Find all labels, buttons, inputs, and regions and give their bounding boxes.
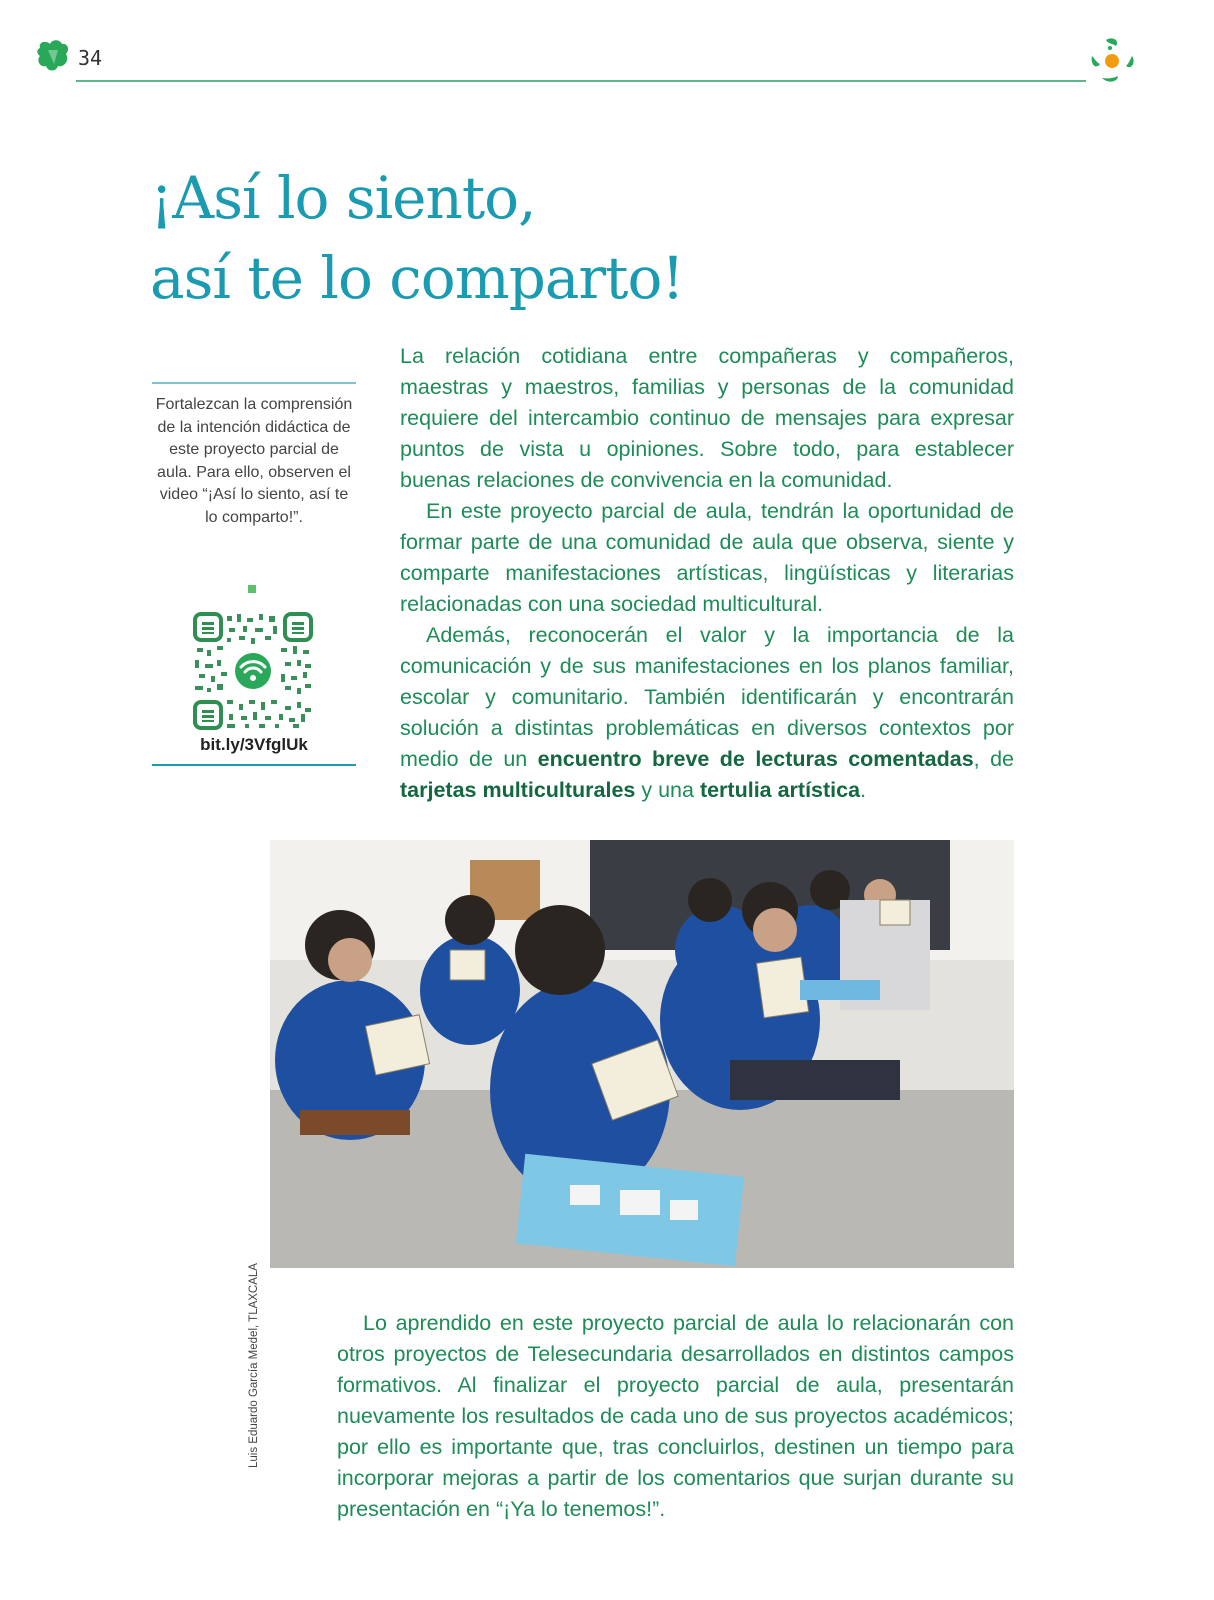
page-number: 34: [78, 46, 103, 70]
intro-text: [400, 341, 1014, 806]
classroom-photo: [270, 840, 1014, 1268]
campus-logo-icon: [1086, 34, 1142, 86]
sidebar-top-rule: [152, 382, 356, 384]
series-logo-icon: [36, 38, 70, 74]
closing-paragraph: Lo aprendido en este proyecto parcial de aula lo relacionarán con otros proyectos de Telesecundaria desarrollados en distintos campos formativos. Al finalizar el proyecto parcial de aula, presentarán nuevamente los resultados de cada uno de sus proyectos académicos; por ello es importante que, tras concluirlos, destinen un tiempo para incorporar mejoras a partir de los comentarios que surjan durante su presentación en “¡Ya lo tenemos!”.: [337, 1311, 1014, 1521]
sidebar-bottom-rule: [152, 764, 356, 766]
title-line-1: ¡Así lo siento,: [150, 164, 536, 232]
qr-code-icon[interactable]: [193, 612, 313, 730]
intro-p3-text-e: .: [860, 778, 867, 802]
title-line-2: así te lo comparto!: [150, 244, 684, 312]
photo-credit-text: Luis Eduardo García Medel, TLAXCALA: [248, 1263, 260, 1468]
sidebar-note: Fortalezcan la comprensión de la intención didáctica de este proyecto parcial de aula. Para ello, observen el video “¡Así lo siento, así te lo comparto!”.: [155, 396, 353, 526]
intro-paragraph-3: [400, 620, 1014, 806]
intro-paragraph-2: En este proyecto parcial de aula, tendrán la oportunidad de formar parte de una comunidad de aula que observa, siente y comparte manifestaciones artísticas, lingüísticas y literarias relacionadas con una sociedad multicultural.: [400, 499, 1014, 616]
qr-link[interactable]: bit.ly/3VfglUk: [200, 735, 308, 754]
highlight-lecturas: encuentro breve de lecturas comentadas: [537, 747, 974, 771]
sidebar-bullet: [248, 585, 256, 593]
photo-credit: [248, 1263, 268, 1468]
intro-p3-text-d: y una: [635, 778, 700, 802]
intro-p3-text-a: Además, reconocerán el valor y la importancia de la comunicación y de sus manifestaciones en los planos familiar, escolar y comunitario. También identificarán y encontrarán solución a distintas problemáticas en diversos contextos por medio de un: [400, 623, 1014, 771]
header-rule: [76, 80, 1086, 82]
intro-p3-text-c: , de: [973, 747, 1014, 771]
highlight-tarjetas: tarjetas multiculturales: [400, 778, 636, 802]
highlight-tertulia: tertulia artística: [699, 778, 861, 802]
intro-paragraph-1: La relación cotidiana entre compañeras y compañeros, maestras y maestros, familias y personas de la comunidad requiere del intercambio continuo de mensajes para expresar puntos de vista u opiniones. Sobre todo, para establecer buenas relaciones de convivencia en la comunidad.: [400, 344, 1014, 492]
page-title: [150, 158, 850, 318]
